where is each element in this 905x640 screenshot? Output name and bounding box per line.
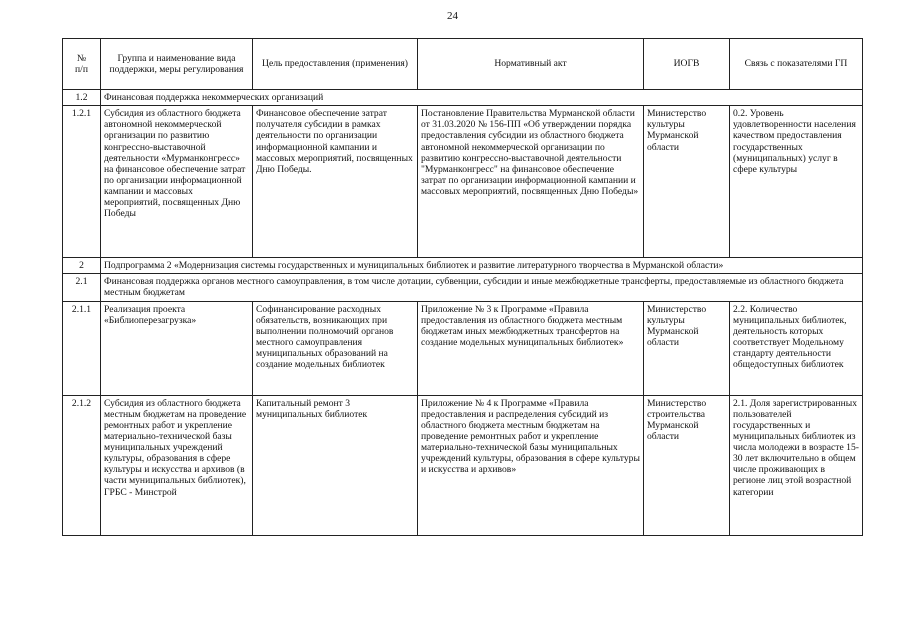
goal-cell: Софинансирование расходных обязательств, возникающих при выполнении полномочий органов местного самоуправления муниципальных образований на создание модельных библиотек — [253, 301, 418, 395]
gp-link-cell: 2.1. Доля зарегистрированных пользователей государственных и муниципальных библиотек из числа молодежи в возрасте 15-30 лет включительно в общем числе проживающих в регионе лиц этой возрастной категории — [730, 395, 863, 535]
section-title: Финансовая поддержка органов местного самоуправления, в том числе дотации, субвенции, субсидии и иные межбюджетные трансферты, предоставляемые из областного бюджета местным бюджетам — [101, 274, 863, 301]
row-number: 2.1.1 — [63, 301, 101, 395]
row-number: 1.2.1 — [63, 106, 101, 258]
iogv-cell: Министерство строительства Мурманской области — [644, 395, 730, 535]
normative-act-cell: Приложение № 3 к Программе «Правила предоставления из областного бюджета местным бюджетам иных межбюджетных трансфертов на создание модельных муниципальных библиотек» — [418, 301, 644, 395]
table-header-row — [63, 39, 863, 90]
header-goal: Цель предоставления (применения) — [253, 39, 418, 90]
support-type-cell: Субсидия из областного бюджета автономной некоммерческой организации по развитию конгрессно-выставочной деятельности «Мурманконгресс» на финансовое обеспечение затрат по организации информационной кампании и массовых мероприятий, посвященных Дню Победы — [101, 106, 253, 258]
normative-act-cell: Приложение № 4 к Программе «Правила предоставления и распределения субсидий из областного бюджета местным бюджетам на проведение ремонтных работ и укрепление материально-технической базы муниципальных учреждений культуры, образования в сфере культуры и искусства и архивов» — [418, 395, 644, 535]
support-type-cell: Реализация проекта «Библиоперезагрузка» — [101, 301, 253, 395]
gp-link-cell: 2.2. Количество муниципальных библиотек, деятельность которых соответствует Модельному стандарту деятельности общедоступных библиотек — [730, 301, 863, 395]
row-number: 2.1.2 — [63, 395, 101, 535]
section-row — [63, 274, 863, 301]
table-row — [63, 395, 863, 535]
goal-cell: Финансовое обеспечение затрат получателя субсидии в рамках деятельности по организации информационной кампании и массовых мероприятий, посвященных Дню Победы. — [253, 106, 418, 258]
gp-link-cell: 0.2. Уровень удовлетворенности населения качеством предоставления государственных (муниципальных) услуг в сфере культуры — [730, 106, 863, 258]
header-link: Связь с показателями ГП — [730, 39, 863, 90]
section-row — [63, 90, 863, 106]
row-number: 2 — [63, 258, 101, 274]
normative-act-cell: Постановление Правительства Мурманской области от 31.03.2020 № 156-ПП «Об утверждении порядка предоставления субсидии из областного бюджета автономной некоммерческой организации по развитию конгрессно-выставочной деятельности "Мурманконгресс" на финансовое обеспечение затрат по организации информационной кампании и массовых мероприятий, посвященных Дню Победы» — [418, 106, 644, 258]
header-iogv: ИОГВ — [644, 39, 730, 90]
section-row — [63, 258, 863, 274]
table-row — [63, 301, 863, 395]
iogv-cell: Министерство культуры Мурманской области — [644, 301, 730, 395]
header-num: № п/п — [63, 39, 101, 90]
header-act: Нормативный акт — [418, 39, 644, 90]
iogv-cell: Министерство культуры Мурманской области — [644, 106, 730, 258]
goal-cell: Капитальный ремонт 3 муниципальных библиотек — [253, 395, 418, 535]
support-measures-table — [62, 38, 863, 536]
section-title: Финансовая поддержка некоммерческих организаций — [101, 90, 863, 106]
row-number: 1.2 — [63, 90, 101, 106]
page-number: 24 — [447, 10, 458, 22]
section-title: Подпрограмма 2 «Модернизация системы государственных и муниципальных библиотек и развитие литературного творчества в Мурманской области» — [101, 258, 863, 274]
table-row — [63, 106, 863, 258]
support-type-cell: Субсидия из областного бюджета местным бюджетам на проведение ремонтных работ и укрепление материально-технической базы муниципальных учреждений культуры, образования в сфере культуры и искусства и архивов (в части муниципальных библиотек), ГРБС - Минстрой — [101, 395, 253, 535]
row-number: 2.1 — [63, 274, 101, 301]
header-group: Группа и наименование вида поддержки, меры регулирования — [101, 39, 253, 90]
